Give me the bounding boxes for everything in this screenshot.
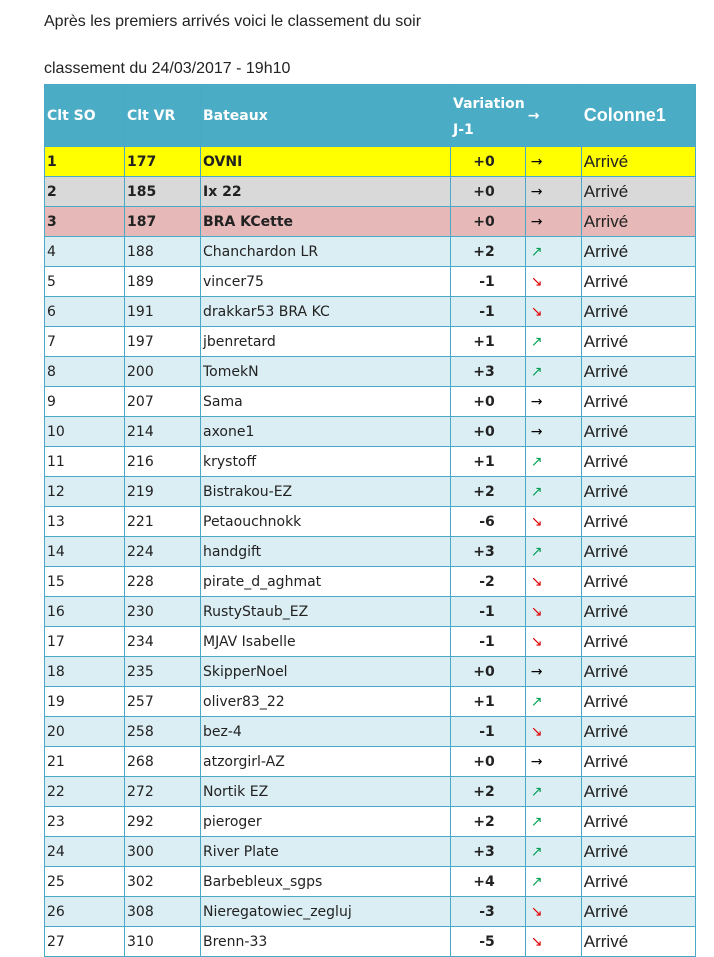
trend-arrow-icon: ↘ — [525, 507, 581, 537]
cell-status: Arrivé — [581, 237, 695, 267]
cell-clt-so: 25 — [45, 867, 125, 897]
cell-boat-name: SkipperNoel — [201, 657, 451, 687]
cell-clt-so: 22 — [45, 777, 125, 807]
trend-arrow-icon: ↗ — [525, 237, 581, 267]
cell-status: Arrivé — [581, 447, 695, 477]
table-row — [45, 387, 696, 417]
cell-boat-name: TomekN — [201, 357, 451, 387]
cell-status: Arrivé — [581, 897, 695, 927]
cell-variation: +0 — [451, 387, 526, 417]
cell-clt-so: 13 — [45, 507, 125, 537]
trend-arrow-icon: ↗ — [525, 327, 581, 357]
cell-boat-name: pieroger — [201, 807, 451, 837]
table-row — [45, 327, 696, 357]
ranking-date-title: classement du 24/03/2017 - 19h10 — [44, 60, 291, 77]
cell-clt-so: 12 — [45, 477, 125, 507]
cell-clt-vr: 177 — [125, 147, 201, 177]
table-row — [45, 777, 696, 807]
cell-clt-vr: 268 — [125, 747, 201, 777]
trend-arrow-icon: → — [525, 177, 581, 207]
cell-clt-vr: 230 — [125, 597, 201, 627]
table-row — [45, 147, 696, 177]
header-variation — [451, 85, 526, 147]
cell-clt-vr: 185 — [125, 177, 201, 207]
cell-boat-name: Nortik EZ — [201, 777, 451, 807]
cell-clt-so: 14 — [45, 537, 125, 567]
header-bateaux: Bateaux — [201, 85, 451, 147]
table-row — [45, 267, 696, 297]
cell-boat-name: MJAV Isabelle — [201, 627, 451, 657]
table-row — [45, 297, 696, 327]
cell-status: Arrivé — [581, 477, 695, 507]
trend-arrow-icon: ↘ — [525, 267, 581, 297]
cell-clt-so: 18 — [45, 657, 125, 687]
table-row — [45, 567, 696, 597]
cell-status: Arrivé — [581, 657, 695, 687]
table-row — [45, 537, 696, 567]
cell-boat-name: Nieregatowiec_zegluj — [201, 897, 451, 927]
cell-variation: -1 — [451, 297, 526, 327]
cell-status: Arrivé — [581, 267, 695, 297]
cell-boat-name: Petaouchnokk — [201, 507, 451, 537]
trend-arrow-icon: ↘ — [525, 297, 581, 327]
cell-boat-name: drakkar53 BRA KC — [201, 297, 451, 327]
trend-arrow-icon: → — [525, 657, 581, 687]
cell-status: Arrivé — [581, 747, 695, 777]
cell-status: Arrivé — [581, 207, 695, 237]
cell-status: Arrivé — [581, 687, 695, 717]
cell-boat-name: Brenn-33 — [201, 927, 451, 957]
cell-variation: +2 — [451, 477, 526, 507]
cell-boat-name: Bistrakou-EZ — [201, 477, 451, 507]
cell-variation: +1 — [451, 687, 526, 717]
cell-status: Arrivé — [581, 597, 695, 627]
trend-arrow-icon: ↘ — [525, 927, 581, 957]
cell-status: Arrivé — [581, 567, 695, 597]
trend-arrow-icon: → — [525, 387, 581, 417]
cell-variation: +0 — [451, 147, 526, 177]
cell-clt-vr: 187 — [125, 207, 201, 237]
cell-variation: -5 — [451, 927, 526, 957]
cell-boat-name: OVNI — [201, 147, 451, 177]
cell-clt-so: 23 — [45, 807, 125, 837]
cell-boat-name: BRA KCette — [201, 207, 451, 237]
cell-boat-name: River Plate — [201, 837, 451, 867]
trend-arrow-icon: ↗ — [525, 867, 581, 897]
cell-variation: +0 — [451, 417, 526, 447]
cell-clt-vr: 189 — [125, 267, 201, 297]
trend-arrow-icon: ↗ — [525, 447, 581, 477]
cell-boat-name: jbenretard — [201, 327, 451, 357]
cell-status: Arrivé — [581, 537, 695, 567]
cell-clt-so: 15 — [45, 567, 125, 597]
cell-status: Arrivé — [581, 777, 695, 807]
cell-boat-name: Sama — [201, 387, 451, 417]
cell-status: Arrivé — [581, 927, 695, 957]
cell-clt-vr: 197 — [125, 327, 201, 357]
cell-variation: +1 — [451, 327, 526, 357]
cell-boat-name: RustyStaub_EZ — [201, 597, 451, 627]
cell-clt-vr: 207 — [125, 387, 201, 417]
ranking-table — [44, 84, 696, 957]
table-row — [45, 837, 696, 867]
header-clt-vr: Clt VR — [125, 85, 201, 147]
cell-status: Arrivé — [581, 327, 695, 357]
trend-arrow-icon: ↗ — [525, 777, 581, 807]
cell-clt-vr: 302 — [125, 867, 201, 897]
cell-boat-name: vincer75 — [201, 267, 451, 297]
intro-text: Après les premiers arrivés voici le classement du soir — [44, 13, 422, 30]
cell-boat-name: pirate_d_aghmat — [201, 567, 451, 597]
cell-status: Arrivé — [581, 417, 695, 447]
header-arrow: → — [525, 85, 581, 147]
table-row — [45, 627, 696, 657]
table-row — [45, 597, 696, 627]
cell-status: Arrivé — [581, 147, 695, 177]
trend-arrow-icon: ↗ — [525, 687, 581, 717]
cell-clt-so: 24 — [45, 837, 125, 867]
header-variation-line1: Variation — [453, 95, 525, 112]
cell-clt-vr: 272 — [125, 777, 201, 807]
cell-status: Arrivé — [581, 507, 695, 537]
table-row — [45, 177, 696, 207]
table-row — [45, 867, 696, 897]
cell-clt-vr: 214 — [125, 417, 201, 447]
cell-clt-so: 7 — [45, 327, 125, 357]
cell-status: Arrivé — [581, 297, 695, 327]
cell-clt-so: 16 — [45, 597, 125, 627]
cell-variation: +0 — [451, 207, 526, 237]
cell-clt-so: 6 — [45, 297, 125, 327]
cell-boat-name: handgift — [201, 537, 451, 567]
cell-boat-name: Barbebleux_sgps — [201, 867, 451, 897]
cell-boat-name: atzorgirl-AZ — [201, 747, 451, 777]
cell-variation: -1 — [451, 717, 526, 747]
trend-arrow-icon: ↘ — [525, 597, 581, 627]
header-variation-line2: J-1 — [453, 121, 474, 138]
header-clt-so: Clt SO — [45, 85, 125, 147]
cell-status: Arrivé — [581, 867, 695, 897]
cell-clt-so: 2 — [45, 177, 125, 207]
header-colonne1: Colonne1 — [581, 85, 695, 147]
cell-boat-name: Ix 22 — [201, 177, 451, 207]
cell-status: Arrivé — [581, 627, 695, 657]
cell-variation: +3 — [451, 537, 526, 567]
cell-clt-so: 20 — [45, 717, 125, 747]
cell-variation: +2 — [451, 237, 526, 267]
cell-clt-so: 21 — [45, 747, 125, 777]
cell-clt-so: 27 — [45, 927, 125, 957]
cell-variation: -1 — [451, 597, 526, 627]
table-row — [45, 687, 696, 717]
cell-variation: +4 — [451, 867, 526, 897]
table-row — [45, 237, 696, 267]
cell-variation: +1 — [451, 447, 526, 477]
cell-clt-so: 8 — [45, 357, 125, 387]
cell-variation: +0 — [451, 177, 526, 207]
cell-clt-so: 17 — [45, 627, 125, 657]
table-row — [45, 807, 696, 837]
table-row — [45, 447, 696, 477]
cell-status: Arrivé — [581, 387, 695, 417]
cell-variation: -6 — [451, 507, 526, 537]
cell-clt-vr: 216 — [125, 447, 201, 477]
cell-variation: -1 — [451, 267, 526, 297]
cell-variation: +2 — [451, 807, 526, 837]
cell-clt-vr: 188 — [125, 237, 201, 267]
table-row — [45, 657, 696, 687]
cell-clt-so: 1 — [45, 147, 125, 177]
table-row — [45, 207, 696, 237]
cell-variation: +3 — [451, 837, 526, 867]
trend-arrow-icon: ↘ — [525, 627, 581, 657]
cell-variation: -1 — [451, 627, 526, 657]
cell-status: Arrivé — [581, 177, 695, 207]
cell-boat-name: bez-4 — [201, 717, 451, 747]
cell-clt-so: 19 — [45, 687, 125, 717]
trend-arrow-icon: ↗ — [525, 357, 581, 387]
trend-arrow-icon: → — [525, 417, 581, 447]
trend-arrow-icon: ↘ — [525, 897, 581, 927]
trend-arrow-icon: ↘ — [525, 717, 581, 747]
table-row — [45, 747, 696, 777]
cell-clt-vr: 200 — [125, 357, 201, 387]
table-row — [45, 897, 696, 927]
trend-arrow-icon: → — [525, 147, 581, 177]
cell-clt-so: 5 — [45, 267, 125, 297]
cell-boat-name: oliver83_22 — [201, 687, 451, 717]
cell-clt-vr: 228 — [125, 567, 201, 597]
trend-arrow-icon: ↗ — [525, 477, 581, 507]
trend-arrow-icon: ↘ — [525, 567, 581, 597]
cell-clt-vr: 257 — [125, 687, 201, 717]
table-row — [45, 717, 696, 747]
cell-boat-name: krystoff — [201, 447, 451, 477]
cell-clt-so: 3 — [45, 207, 125, 237]
trend-arrow-icon: ↗ — [525, 837, 581, 867]
cell-status: Arrivé — [581, 837, 695, 867]
trend-arrow-icon: ↗ — [525, 537, 581, 567]
cell-variation: +3 — [451, 357, 526, 387]
cell-clt-vr: 191 — [125, 297, 201, 327]
cell-clt-vr: 258 — [125, 717, 201, 747]
cell-boat-name: Chanchardon LR — [201, 237, 451, 267]
cell-clt-vr: 310 — [125, 927, 201, 957]
table-row — [45, 417, 696, 447]
cell-status: Arrivé — [581, 717, 695, 747]
cell-boat-name: axone1 — [201, 417, 451, 447]
cell-clt-vr: 219 — [125, 477, 201, 507]
table-row — [45, 357, 696, 387]
cell-variation: +2 — [451, 777, 526, 807]
trend-arrow-icon: → — [525, 207, 581, 237]
cell-clt-vr: 234 — [125, 627, 201, 657]
cell-clt-vr: 221 — [125, 507, 201, 537]
cell-variation: -3 — [451, 897, 526, 927]
table-header-row — [45, 85, 696, 147]
cell-clt-so: 26 — [45, 897, 125, 927]
cell-variation: +0 — [451, 657, 526, 687]
cell-clt-so: 9 — [45, 387, 125, 417]
cell-clt-vr: 300 — [125, 837, 201, 867]
cell-status: Arrivé — [581, 807, 695, 837]
table-row — [45, 477, 696, 507]
cell-clt-so: 4 — [45, 237, 125, 267]
cell-clt-vr: 235 — [125, 657, 201, 687]
cell-clt-vr: 224 — [125, 537, 201, 567]
table-row — [45, 507, 696, 537]
cell-variation: +0 — [451, 747, 526, 777]
cell-clt-so: 10 — [45, 417, 125, 447]
trend-arrow-icon: ↗ — [525, 807, 581, 837]
trend-arrow-icon: → — [525, 747, 581, 777]
cell-variation: -2 — [451, 567, 526, 597]
cell-status: Arrivé — [581, 357, 695, 387]
cell-clt-so: 11 — [45, 447, 125, 477]
cell-clt-vr: 292 — [125, 807, 201, 837]
table-row — [45, 927, 696, 957]
cell-clt-vr: 308 — [125, 897, 201, 927]
